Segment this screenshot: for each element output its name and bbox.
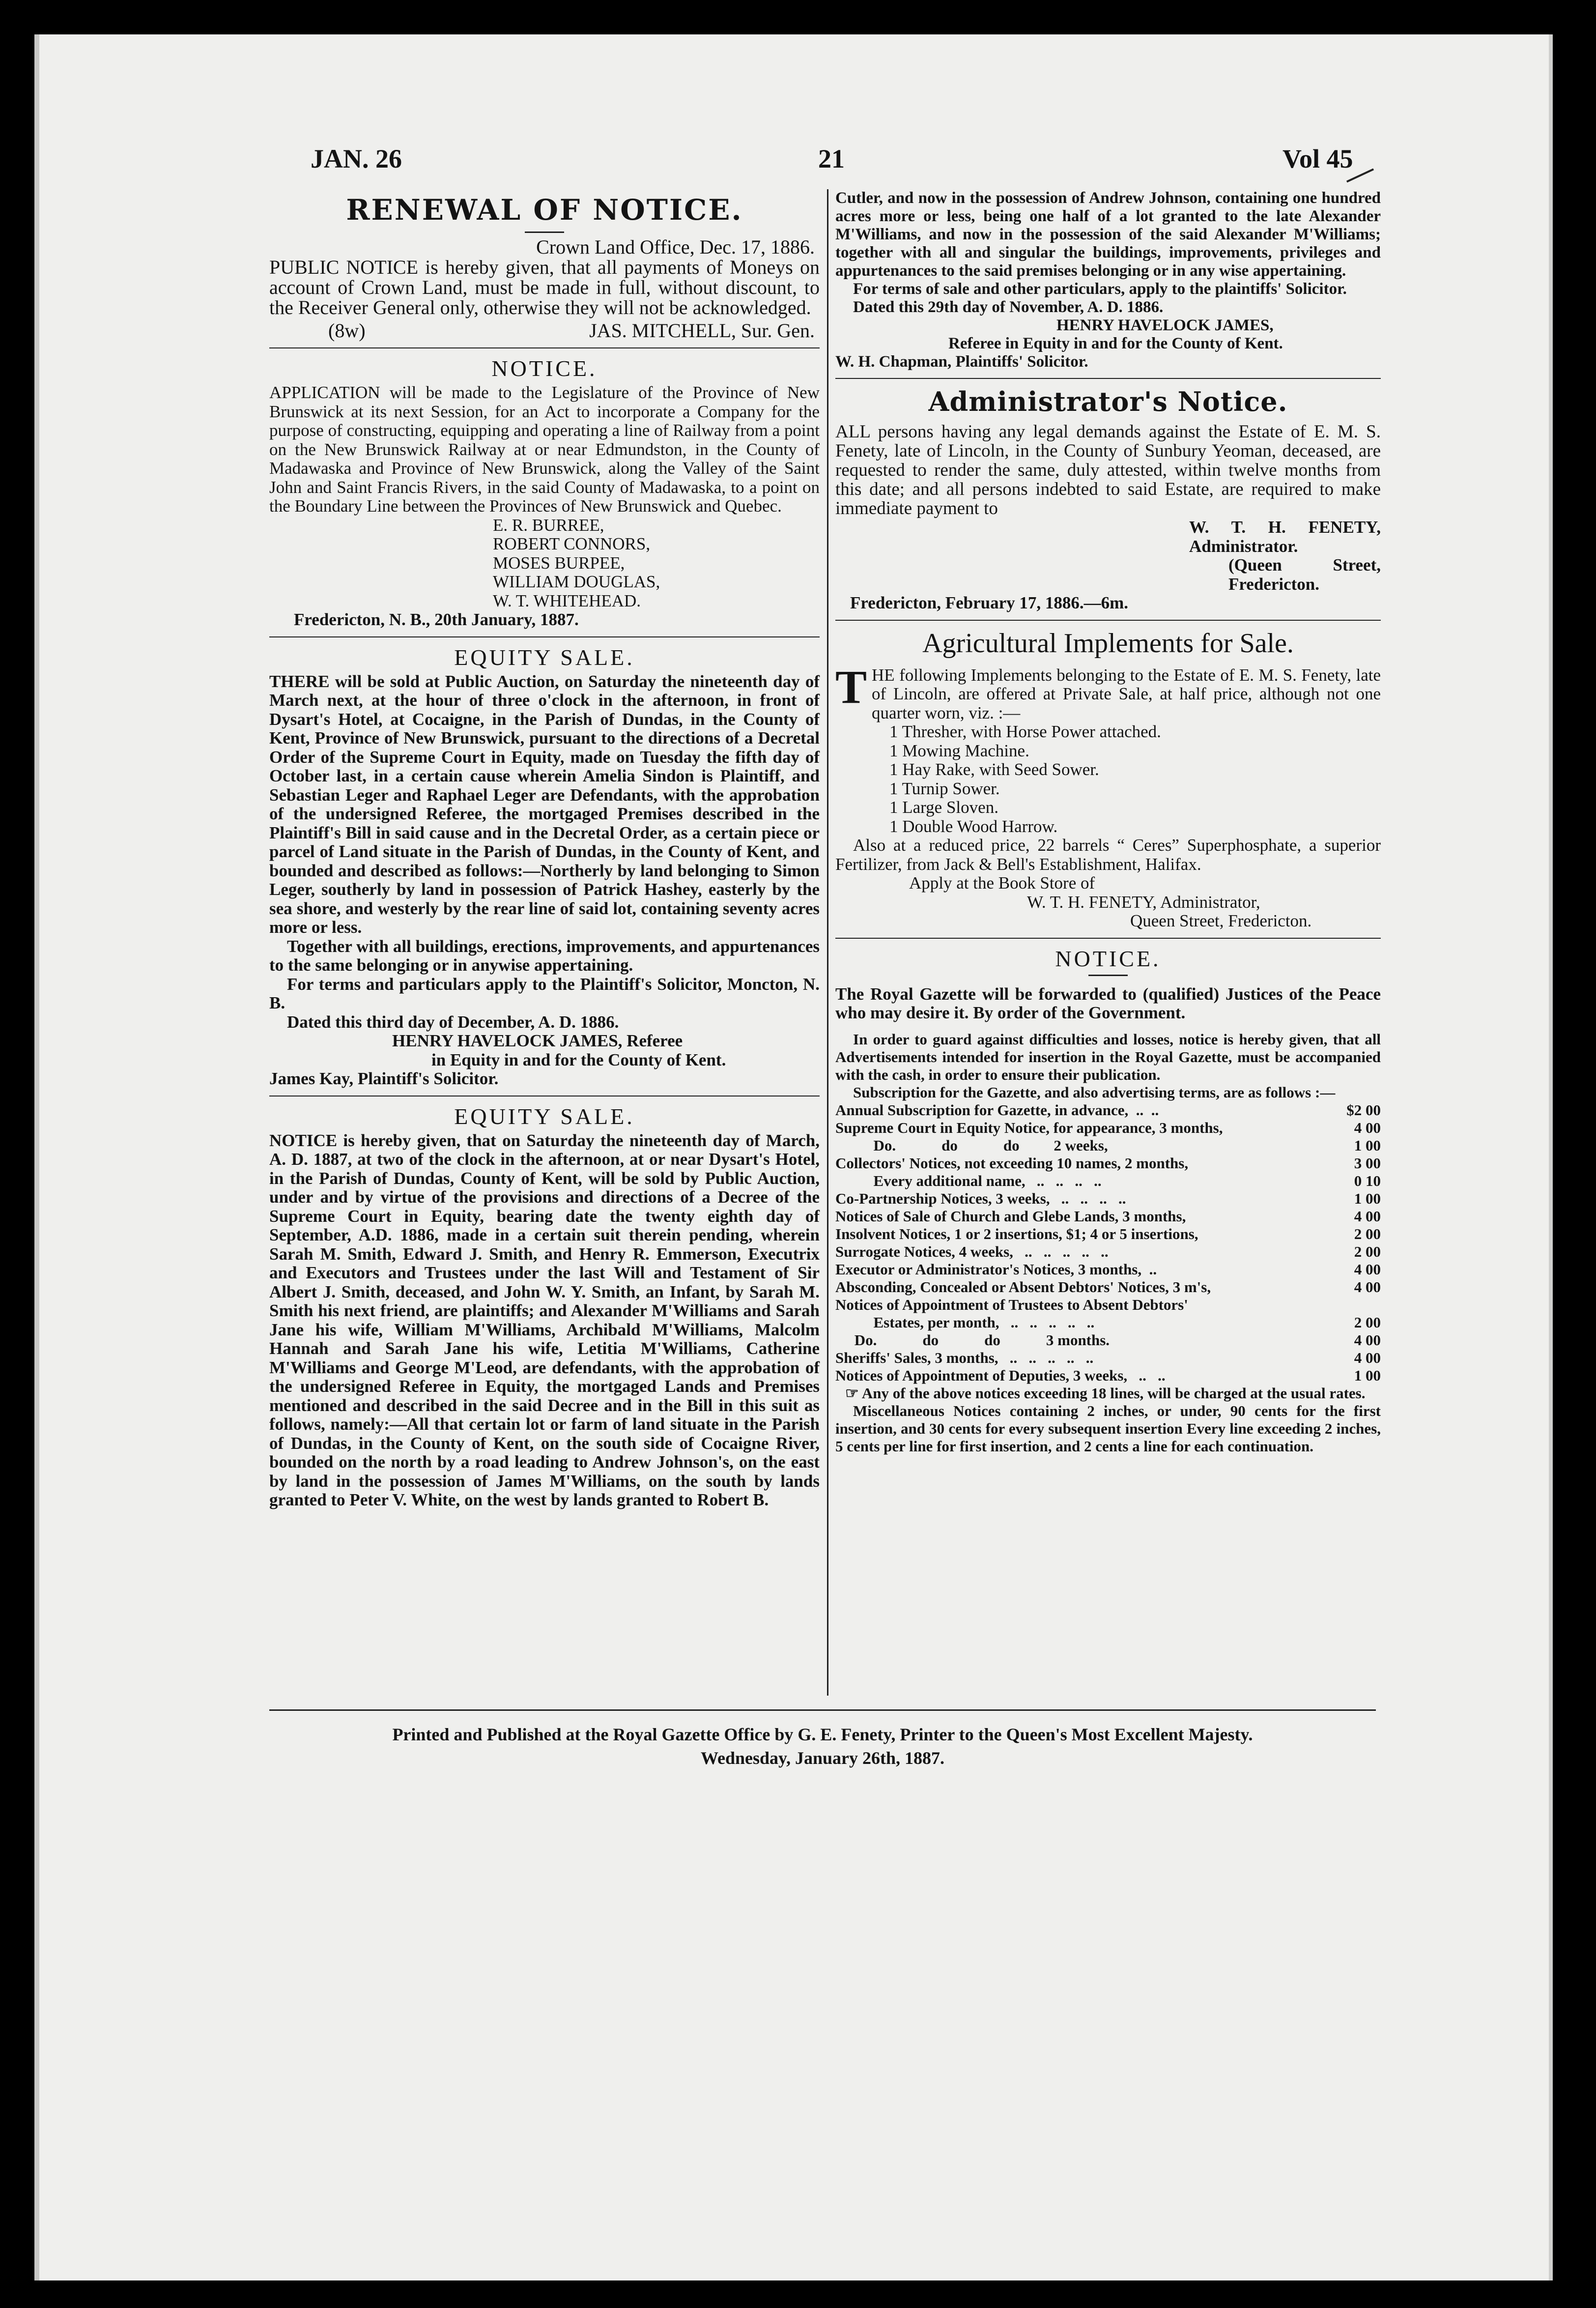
rate-row (835, 1367, 1381, 1385)
renewal-title: RENEWAL OF NOTICE. (346, 193, 743, 227)
section-rule (835, 938, 1381, 939)
equity-sale-1-buildings: Together with all buildings, erections, improvements, and appurtenances to the same belonging or in anywise appertaining. (269, 936, 820, 975)
rates-table (835, 1101, 1381, 1385)
title-rule (525, 231, 564, 233)
rate-row (835, 1314, 1381, 1331)
rate-label: Annual Subscription for Gazette, in advance, .. .. (835, 1101, 1159, 1119)
list-item: 1 Mowing Machine. (889, 741, 1029, 760)
section-rule (269, 636, 820, 637)
rate-label: Absconding, Concealed or Absent Debtors' Notices, 3 m's, (835, 1278, 1211, 1296)
rate-row (835, 1172, 1381, 1190)
gazette-hand-note: ☞ Any of the above notices exceeding 18 lines, will be charged at the usual rates. (845, 1384, 1366, 1402)
rate-row (835, 1137, 1381, 1154)
rate-label: Estates, per month, .. .. .. .. .. (835, 1313, 1095, 1331)
list-item: 1 Thresher, with Horse Power attached. (889, 722, 1161, 741)
signer: MOSES BURPEE, (493, 553, 625, 573)
railway-notice-title: NOTICE. (491, 356, 598, 381)
signer: WILLIAM DOUGLAS, (493, 572, 660, 591)
rate-row (835, 1261, 1381, 1278)
rate-amount: 4 00 (1354, 1331, 1381, 1349)
equity-sale-1 (269, 644, 820, 1089)
equity-sale-2-cont-body: Cutler, and now in the possession of Andrew Johnson, containing one hundred acres more or less, being one half of a lot granted to the late Alexander M'Williams, and now in the possession of the said Alexander M'Williams; together with all and singular the buildings, improvements, privileges and appurtenances to the said premises belonging or in any wise appertaining. (835, 189, 1381, 280)
rate-label: Every additional name, .. .. .. .. (835, 1172, 1102, 1189)
equity-sale-2 (269, 1103, 820, 1510)
rate-label: Insolvent Notices, 1 or 2 insertions, $1; 4 or 5 insertions, (835, 1225, 1198, 1242)
rate-amount: 3 00 (1354, 1154, 1381, 1172)
equity-sale-1-referee-role: in Equity in and for the County of Kent. (431, 1050, 726, 1069)
header-page-number: 21 (818, 144, 845, 173)
rate-label: Supreme Court in Equity Notice, for appearance, 3 months, (835, 1119, 1223, 1136)
list-item: 1 Hay Rake, with Seed Sower. (889, 760, 1099, 779)
rate-row (835, 1119, 1381, 1137)
section-rule (835, 378, 1381, 379)
equity-sale-1-dated: Dated this third day of December, A. D. 1886. (287, 1012, 619, 1032)
rate-row (835, 1154, 1381, 1172)
equity-sale-2-dated: Dated this 29th day of November, A. D. 1886. (853, 298, 1164, 316)
equity-sale-1-body: THERE will be sold at Public Auction, on Saturday the nineteenth day of March next, at the hour of three o'clock in the afternoon, in front of Dysart's Hotel, at Cocaigne, in the Parish of Dundas, in the County of Kent, Province of New Brunswick, pursuant to the directions of a Decretal Order of the Supreme Court in Equity, made on Tuesday the fifth day of October last, in a certain cause wherein Amelia Sindon is Plaintiff, and Sebastian Leger and Raphael Leger are Defendants, with the approbation of the undersigned Referee, the mortgaged Premises described in the Plaintiff's Bill in said cause and in the Decretal Order, as a certain piece or parcel of Land situate in the Parish of Dundas, in the County of Kent, and bounded and described as follows:—Northerly by land belonging to Simon Leger, southerly by land in possession of Patrick Hashey, easterly by the sea shore, and westerly by the rear line of said lot, containing seventy acres more or less. (269, 671, 820, 937)
agricultural-address: Queen Street, Fredericton. (1130, 911, 1312, 930)
agricultural-intro-block (835, 666, 1381, 723)
equity-sale-2-continued (835, 189, 1381, 371)
agricultural-implements (835, 628, 1381, 931)
agricultural-also: Also at a reduced price, 22 barrels “ Ceres” Superphosphate, a superior Fertilizer, from Jack & Bell's Establishment, Halifax. (835, 836, 1381, 874)
gazette-misc-rates: Miscellaneous Notices containing 2 inches, or under, 90 cents for the first insertion, and 30 cents for every subsequent insertion Every line exceeding 2 inches, 5 cents per line for first insertion, and 2 cents a line for each continuation. (835, 1402, 1381, 1455)
rate-label: Notices of Sale of Church and Glebe Lands, 3 months, (835, 1207, 1186, 1225)
gazette-notice (835, 946, 1381, 1455)
agricultural-apply: Apply at the Book Store of (909, 873, 1095, 893)
rate-row (835, 1243, 1381, 1261)
administrator-notice-title: Administrator's Notice. (928, 386, 1288, 417)
gazette-notice-cash: In order to guard against difficulties and losses, notice is hereby given, that all Advertisements intended for insertion in the Royal Gazette, must be accompanied with the cash, in order to ensure their publication. (835, 1030, 1381, 1083)
rate-row (835, 1101, 1381, 1119)
imprint-line-2: Wednesday, January 26th, 1887. (700, 1748, 945, 1768)
administrator-address: (Queen Street, Fredericton. (1228, 555, 1381, 594)
rate-amount: 1 00 (1354, 1189, 1381, 1207)
imprint-line-1: Printed and Published at the Royal Gazette Office by G. E. Fenety, Printer to the Queen's Most Excellent Majesty. (392, 1725, 1253, 1744)
rate-amount: 2 00 (1354, 1225, 1381, 1242)
rate-amount: 4 00 (1354, 1278, 1381, 1296)
equity-sale-1-referee: HENRY HAVELOCK JAMES, Referee (392, 1031, 683, 1050)
rate-amount: 0 10 (1354, 1172, 1381, 1189)
hand-note-text: Any of the above notices exceeding 18 lines, will be charged at the usual rates. (861, 1384, 1366, 1402)
agricultural-intro: HE following Implements belonging to the Estate of E. M. S. Fenety, late of Lincoln, are offered at Private Sale, at half price, although not one quarter worn, viz. :— (872, 665, 1381, 722)
gazette-notice-title: NOTICE. (1055, 946, 1161, 971)
list-item: 1 Turnip Sower. (889, 779, 1000, 798)
equity-sale-2-referee: HENRY HAVELOCK JAMES, (1056, 317, 1274, 334)
rate-row (835, 1278, 1381, 1296)
rate-row (835, 1225, 1381, 1243)
rate-label: Notices of Appointment of Deputies, 3 weeks, .. .. (835, 1366, 1166, 1384)
signer: W. T. WHITEHEAD. (493, 591, 641, 610)
rate-amount: 4 00 (1354, 1119, 1381, 1136)
list-item: 1 Double Wood Harrow. (889, 816, 1058, 836)
rate-amount (1322, 1296, 1381, 1314)
equity-sale-1-title: EQUITY SALE. (454, 644, 635, 670)
rate-label: Do. do do 2 weeks, (835, 1136, 1108, 1154)
rate-label: Do. do do 3 months. (835, 1331, 1110, 1349)
header-volume: Vol 45 (1282, 144, 1353, 173)
imprint (269, 1723, 1376, 1770)
rate-amount: 2 00 (1354, 1242, 1381, 1260)
implement-list (889, 722, 1381, 836)
drop-cap: T (835, 665, 867, 713)
gazette-notice-terms-intro: Subscription for the Gazette, and also advertising terms, are as follows :— (853, 1083, 1336, 1101)
rate-amount: 4 00 (1354, 1260, 1381, 1278)
section-rule (269, 347, 820, 348)
rate-row (835, 1296, 1381, 1314)
rate-row (835, 1190, 1381, 1208)
section-rule (835, 620, 1381, 621)
agricultural-signature: W. T. H. FENETY, Administrator, (1027, 892, 1260, 912)
rate-label: Executor or Administrator's Notices, 3 months, .. (835, 1260, 1157, 1278)
rate-row (835, 1208, 1381, 1225)
equity-sale-2-body: NOTICE is hereby given, that on Saturday the nineteenth day of March, A. D. 1887, at two of the clock in the afternoon, at or near Dysart's Hotel, in the Parish of Dundas, County of Kent, will be sold by Public Auction, under and by virtue of the provisions and directions of a Decree of the Supreme Court in Equity, bearing date the twenty eighth day of September, A.D. 1886, made in a certain suit therein pending, wherein Sarah M. Smith, Edward J. Smith, and Henry R. Emmerson, Executrix and Executors and Trustees under the last Will and Testament of Sir Albert J. Smith, deceased, and John W. Y. Smith, an Infant, by Sarah M. Smith his next friend, are plaintiffs; and Alexander M'Williams and Sarah Jane his wife, William M'Williams, Archibald M'Williams, Malcolm Hannah and Sarah Jane his wife, Letitia M'Williams, Catherine M'Williams and George M'Leod, are defendants, with the approbation of the undersigned Referee in Equity, the mortgaged Lands and Premises mentioned and described in the said Decree and in the Bill in this suit as follows, namely:—All that certain lot or farm of land situate in the Parish of Dundas, in the County of Kent, on the south side of Cocaigne River, bounded on the north by a road leading to Andrew Johnson's, on the east by land in the possession of James M'Williams, on the south by lands granted to Peter V. White, on the west by lands granted to Robert B. (269, 1130, 820, 1509)
rate-label: Collectors' Notices, not exceeding 10 names, 2 months, (835, 1154, 1189, 1172)
renewal-office-date: Crown Land Office, Dec. 17, 1886. (536, 236, 815, 258)
railway-notice (269, 355, 820, 630)
railway-signers (493, 516, 820, 611)
footer-rule (269, 1709, 1376, 1711)
rate-row (835, 1349, 1381, 1367)
renewal-code: (8w) (328, 319, 366, 342)
signer: E. R. BURREE, (493, 515, 604, 535)
list-item: 1 Large Sloven. (889, 798, 998, 817)
railway-dateline: Fredericton, N. B., 20th January, 1887. (294, 610, 579, 629)
rate-amount: 2 00 (1354, 1313, 1381, 1331)
equity-sale-2-referee-role: Referee in Equity in and for the County of Kent. (948, 335, 1283, 352)
equity-sale-2-terms: For terms of sale and other particulars, apply to the plaintiffs' Solicitor. (853, 280, 1347, 298)
renewal-signature: JAS. MITCHELL, Sur. Gen. (589, 319, 815, 342)
rate-label: Sheriffs' Sales, 3 months, .. .. .. .. .. (835, 1349, 1094, 1366)
administrator-dateline: Fredericton, February 17, 1886.—6m. (850, 593, 1129, 612)
header-date: JAN. 26 (311, 144, 402, 173)
rate-label: Notices of Appointment of Trustees to Absent Debtors' (835, 1296, 1188, 1313)
renewal-notice (269, 193, 820, 341)
column-divider (827, 189, 828, 1696)
administrator-notice-body: ALL persons having any legal demands against the Estate of E. M. S. Fenety, late of Lincoln, in the County of Sunbury Yeoman, deceased, are requested to render the same, duly attested, within twelve months from this date; and all persons indebted to said Estate, are required to make immediate payment to (835, 422, 1381, 519)
railway-notice-body: APPLICATION will be made to the Legislature of the Province of New Brunswick at its next Session, for an Act to incorporate a Company for the purpose of constructing, equipping and operating a line of Railway from a point on the New Brunswick Railway at or near Edmundston, in the County of Madawaska and Province of New Brunswick, along the Valley of the Saint John and Saint Francis Rivers, in the said County of Madawaska, to a point on the Boundary Line between the Provinces of New Brunswick and Quebec. (269, 383, 820, 516)
right-column (835, 189, 1381, 1455)
renewal-body: PUBLIC NOTICE is hereby given, that all payments of Moneys on account of Crown Land, must be made in full, without discount, to the Receiver General only, otherwise they will not be acknowledged. (269, 256, 820, 318)
rate-amount: 4 00 (1354, 1349, 1381, 1366)
agricultural-title: Agricultural Implements for Sale. (922, 628, 1294, 659)
equity-sale-2-solicitor: W. H. Chapman, Plaintiffs' Solicitor. (835, 353, 1088, 371)
rate-row (835, 1331, 1381, 1349)
title-rule (1088, 975, 1128, 976)
signer: ROBERT CONNORS, (493, 534, 651, 553)
gazette-notice-forwarding: The Royal Gazette will be forwarded to (qualified) Justices of the Peace who may desire it. By order of the Government. (835, 984, 1381, 1022)
equity-sale-1-solicitor: James Kay, Plaintiff's Solicitor. (269, 1069, 499, 1088)
rate-label: Surrogate Notices, 4 weeks, .. .. .. .. .. (835, 1242, 1109, 1260)
rate-amount: 1 00 (1354, 1136, 1381, 1154)
equity-sale-2-title: EQUITY SALE. (454, 1103, 635, 1129)
left-column (269, 189, 820, 1510)
rate-amount: 1 00 (1354, 1366, 1381, 1384)
rate-label: Co-Partnership Notices, 3 weeks, .. .. .. .. (835, 1189, 1126, 1207)
administrator-signature: W. T. H. FENETY, Administrator. (1189, 518, 1381, 556)
equity-sale-1-terms: For terms and particulars apply to the Plaintiff's Solicitor, Moncton, N. B. (269, 974, 820, 1012)
administrator-notice (835, 386, 1381, 613)
rate-amount: $2 00 (1346, 1101, 1381, 1119)
rate-amount: 4 00 (1354, 1207, 1381, 1225)
